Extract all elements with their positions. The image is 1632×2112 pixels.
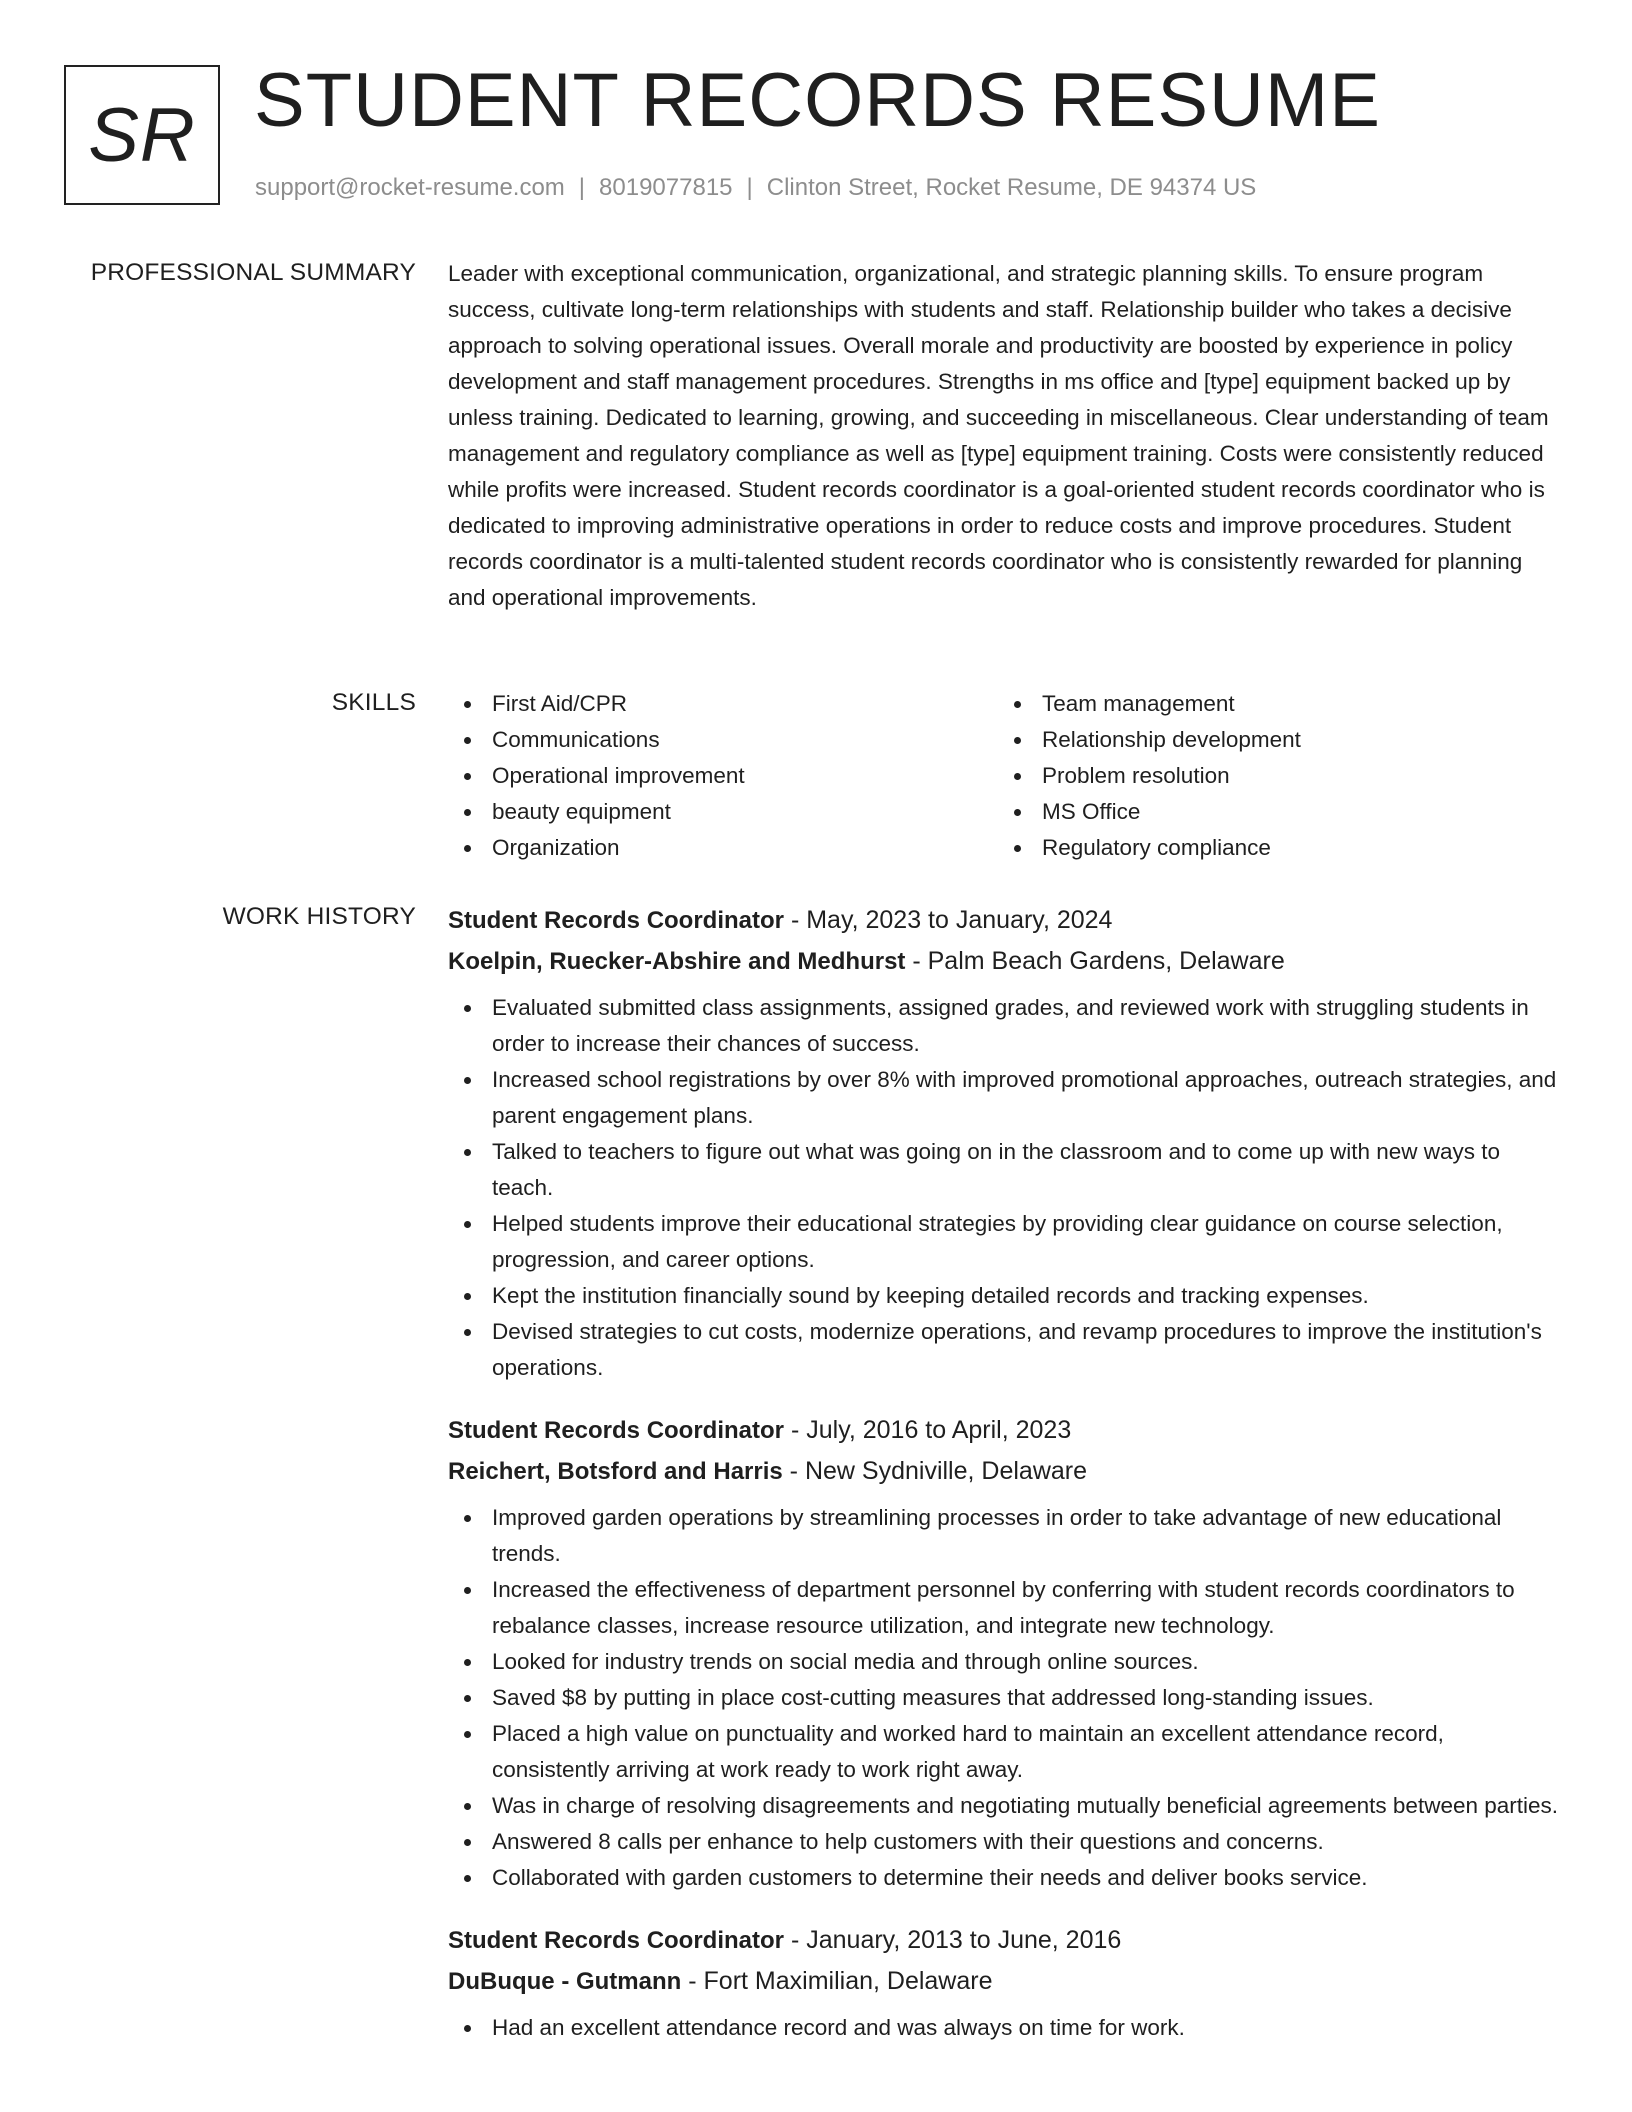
skill-item: beauty equipment [448, 794, 998, 830]
job-dates: - January, 2013 to June, 2016 [784, 1926, 1122, 1954]
job-title-line [448, 1410, 1562, 1451]
job-entry [448, 900, 1562, 1386]
job-bullet: Looked for industry trends on social media and through online sources. [448, 1644, 1562, 1680]
job-company: DuBuque - Gutmann [448, 1968, 682, 1995]
job-company-line [448, 1961, 1562, 2002]
job-title-line [448, 900, 1562, 941]
monogram-logo: SR [64, 65, 220, 205]
job-bullet: Devised strategies to cut costs, modernize operations, and revamp procedures to improve the institution's operations. [448, 1314, 1562, 1386]
contact-separator: | [578, 174, 586, 201]
skills-list-right [998, 686, 1548, 866]
job-bullet: Helped students improve their educational strategies by providing clear guidance on course selection, progression, and career options. [448, 1206, 1562, 1278]
skill-item: Regulatory compliance [998, 830, 1548, 866]
skill-item: Team management [998, 686, 1548, 722]
job-bullet: Had an excellent attendance record and was always on time for work. [448, 2010, 1562, 2046]
job-bullet: Increased school registrations by over 8% with improved promotional approaches, outreach strategies, and parent engagement plans. [448, 1062, 1562, 1134]
job-title-line [448, 1920, 1562, 1961]
job-title: Student Records Coordinator [448, 1417, 785, 1444]
job-bullet: Answered 8 calls per enhance to help customers with their questions and concerns. [448, 1824, 1562, 1860]
work-history-body [448, 900, 1562, 2070]
job-bullets [448, 990, 1562, 1386]
skill-item: Operational improvement [448, 758, 998, 794]
job-bullet: Improved garden operations by streamlining processes in order to take advantage of new educational trends. [448, 1500, 1562, 1572]
job-entry [448, 1410, 1562, 1896]
job-dates: - July, 2016 to April, 2023 [784, 1416, 1072, 1444]
job-bullets [448, 2010, 1562, 2046]
job-dates: - May, 2023 to January, 2024 [784, 906, 1113, 934]
skill-item: MS Office [998, 794, 1548, 830]
job-location: - New Sydniville, Delaware [782, 1457, 1088, 1485]
summary-body [448, 256, 1562, 616]
job-bullet: Increased the effectiveness of department personnel by conferring with student records coordinators to rebalance classes, increase resource utilization, and integrate new technology. [448, 1572, 1562, 1644]
job-title: Student Records Coordinator [448, 1927, 785, 1954]
contact-line [255, 174, 1256, 202]
skill-item: Relationship development [998, 722, 1548, 758]
job-bullet: Evaluated submitted class assignments, assigned grades, and reviewed work with struggling students in order to increase their chances of success. [448, 990, 1562, 1062]
job-title: Student Records Coordinator [448, 907, 785, 934]
skill-item: First Aid/CPR [448, 686, 998, 722]
job-bullet: Talked to teachers to figure out what was going on in the classroom and to come up with new ways to teach. [448, 1134, 1562, 1206]
skill-item: Communications [448, 722, 998, 758]
job-location: - Fort Maximilian, Delaware [681, 1967, 993, 1995]
skills-body [448, 686, 1562, 866]
job-entry [448, 1920, 1562, 2046]
job-bullet: Collaborated with garden customers to determine their needs and deliver books service. [448, 1860, 1562, 1896]
job-location: - Palm Beach Gardens, Delaware [905, 947, 1285, 975]
job-bullet: Saved $8 by putting in place cost-cutting measures that addressed long-standing issues. [448, 1680, 1562, 1716]
skill-item: Problem resolution [998, 758, 1548, 794]
job-company-line [448, 941, 1562, 982]
skills-grid [448, 686, 1562, 866]
summary-text: Leader with exceptional communication, organizational, and strategic planning skills. To ensure program success, cultivate long-term relationships with students and staff. Relationship builder who takes a decisive approach to solving operational issues. Overall morale and productivity are boosted by experience in policy development and staff management procedures. Strengths in ms office and [type] equipment backed up by unless training. Dedicated to learning, growing, and succeeding in miscellaneous. Clear understanding of team management and regulatory compliance as well as [type] equipment training. Costs were consistently reduced while profits were increased. Student records coordinator is a goal-oriented student records coordinator who is dedicated to improving administrative operations in order to reduce costs and improve procedures. Student records coordinator is a multi-talented student records coordinator who is consistently rewarded for planning and operational improvements. [448, 261, 1549, 610]
job-company: Reichert, Botsford and Harris [448, 1458, 783, 1485]
job-bullet: Kept the institution financially sound by keeping detailed records and tracking expenses. [448, 1278, 1562, 1314]
job-bullet: Was in charge of resolving disagreements and negotiating mutually beneficial agreements between parties. [448, 1788, 1562, 1824]
contact-address: Clinton Street, Rocket Resume, DE 94374 US [766, 174, 1257, 201]
skills-heading: SKILLS [331, 689, 416, 716]
job-bullets [448, 1500, 1562, 1896]
job-company-line [448, 1451, 1562, 1492]
contact-email: support@rocket-resume.com [255, 174, 565, 201]
contact-separator: | [746, 174, 753, 201]
resume-title: STUDENT RECORDS RESUME [254, 58, 1381, 143]
summary-heading: PROFESSIONAL SUMMARY [90, 259, 416, 286]
work-history-heading: WORK HISTORY [222, 903, 416, 930]
contact-phone: 8019077815 [599, 174, 733, 201]
job-bullet: Placed a high value on punctuality and worked hard to maintain an excellent attendance record, consistently arriving at work ready to work right away. [448, 1716, 1562, 1788]
job-company: Koelpin, Ruecker-Abshire and Medhurst [448, 948, 906, 975]
skill-item: Organization [448, 830, 998, 866]
skills-list-left [448, 686, 998, 866]
